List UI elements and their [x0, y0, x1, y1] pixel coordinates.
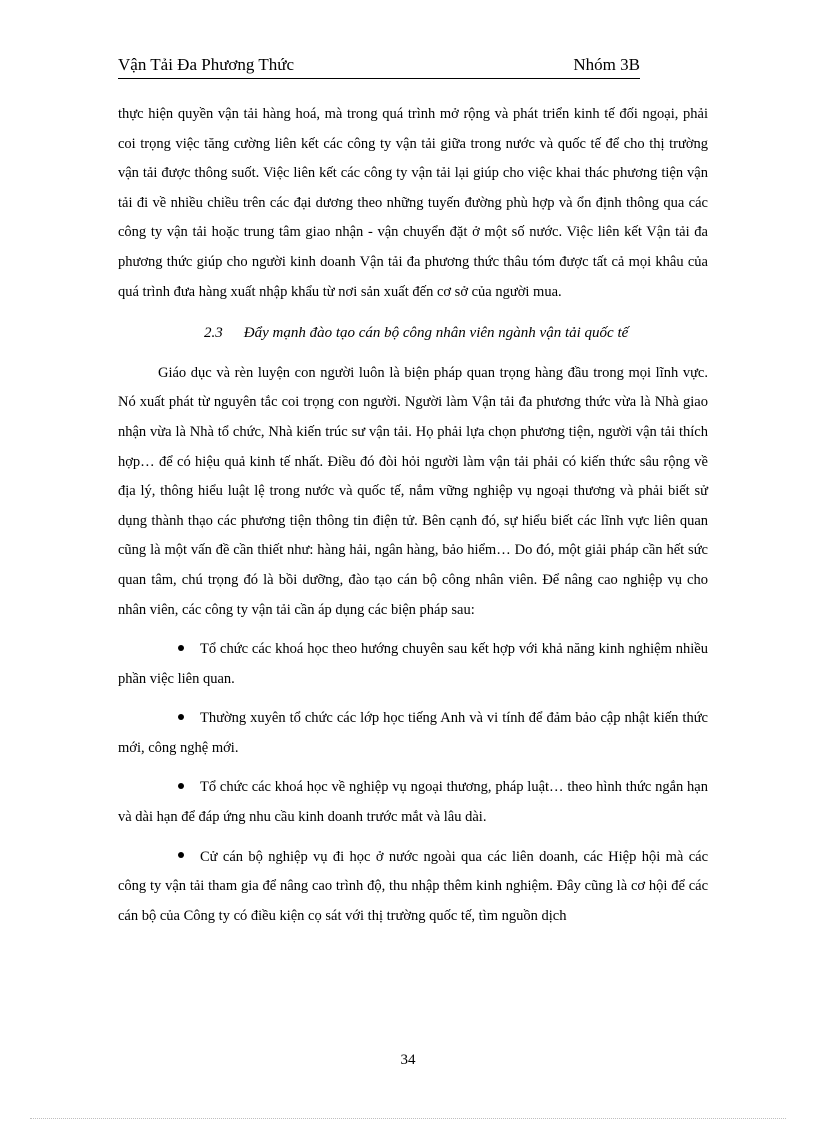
bullet-icon: [178, 714, 184, 720]
bullet-icon: [178, 783, 184, 789]
bullet-item: [118, 635, 708, 694]
bullet-item: [118, 773, 708, 832]
paragraph-2: Giáo dục và rèn luyện con người luôn là biện pháp quan trọng hàng đầu trong mọi lĩnh vực. Nó xuất phát từ nguyên tắc coi trọng con người. Người làm Vận tải đa phương thức vừa là Nhà giao nhận vừa là Nhà tổ chức, Nhà kiến trúc sư vận tải. Họ phải lựa chọn phương tiện, người vận tải thích hợp… để có hiệu quả kinh tế nhất. Điều đó đòi hỏi người làm vận tải phải có kiến thức sâu rộng về địa lý, thông hiểu luật lệ trong nước và quốc tế, nắm vững nghiệp vụ ngoại thương và phải biết sử dụng thành thạo các phương tiện thông tin điện tử. Bên cạnh đó, sự hiểu biết các lĩnh vực liên quan cũng là một vấn đề cần thiết như: hàng hải, ngân hàng, bảo hiểm… Do đó, một giải pháp cần hết sức quan tâm, chú trọng đó là bồi dưỡng, đào tạo cán bộ công nhân viên. Để nâng cao nghiệp vụ cho nhân viên, các công ty vận tải cần áp dụng các biện pháp sau:: [118, 364, 708, 618]
bullet-text: Tổ chức các khoá học về nghiệp vụ ngoại thương, pháp luật… theo hình thức ngắn hạn và dài hạn để đáp ứng nhu cầu kinh doanh trước mắt và lâu dài.: [118, 779, 708, 826]
bullet-text: Thường xuyên tổ chức các lớp học tiếng Anh và vi tính để đảm bảo cập nhật kiến thức mới, công nghệ mới.: [118, 710, 708, 756]
page-number: 34: [400, 1052, 416, 1068]
bullet-item: [118, 843, 708, 932]
bullet-text: Cử cán bộ nghiệp vụ đi học ở nước ngoài qua các liên doanh, các Hiệp hội mà các công ty vận tải tham gia để nâng cao trình độ, thu nhập thêm kinh nghiệm. Đây cũng là cơ hội để các cán bộ của Công ty có điều kiện cọ sát với thị trường quốc tế, tìm nguồn dịch: [118, 848, 708, 924]
bullet-item: [118, 704, 708, 763]
paragraph-1: thực hiện quyền vận tải hàng hoá, mà trong quá trình mở rộng và phát triển kinh tế đối ngoại, phải coi trọng việc tăng cường liên kết các công ty vận tải giữa trong nước và quốc tế để cho thị trường vận tải được thông suốt. Việc liên kết các công ty vận tải lại giúp cho việc khai thác phương tiện vận tải đi về nhiều chiều trên các đại dương theo những tuyến đường phù hợp và ổn định thông qua các công ty vận tải hoặc trung tâm giao nhận - vận chuyển đặt ở một số nước. Việc liên kết Vận tải đa phương thức giúp cho người kinh doanh Vận tải đa phương thức thâu tóm được tất cả mọi khâu của quá trình đưa hàng xuất nhập khẩu từ nơi sản xuất đến cơ sở của người mua.: [118, 106, 708, 300]
page-header: [118, 52, 640, 79]
page-boundary-divider: [30, 1118, 786, 1119]
bullet-icon: [178, 852, 184, 858]
section-number: 2.3: [204, 325, 223, 342]
document-body: [118, 100, 708, 931]
bullet-text: Tổ chức các khoá học theo hướng chuyên sau kết hợp với khả năng kinh nghiệm nhiều phần việc liên quan.: [118, 641, 708, 687]
section-heading: [118, 319, 708, 349]
header-group: Nhóm 3B: [573, 55, 640, 74]
section-title: Đẩy mạnh đào tạo cán bộ công nhân viên ngành vận tải quốc tế: [243, 325, 629, 342]
bullet-icon: [178, 645, 184, 651]
header-title: Vận Tải Đa Phương Thức: [118, 55, 294, 74]
